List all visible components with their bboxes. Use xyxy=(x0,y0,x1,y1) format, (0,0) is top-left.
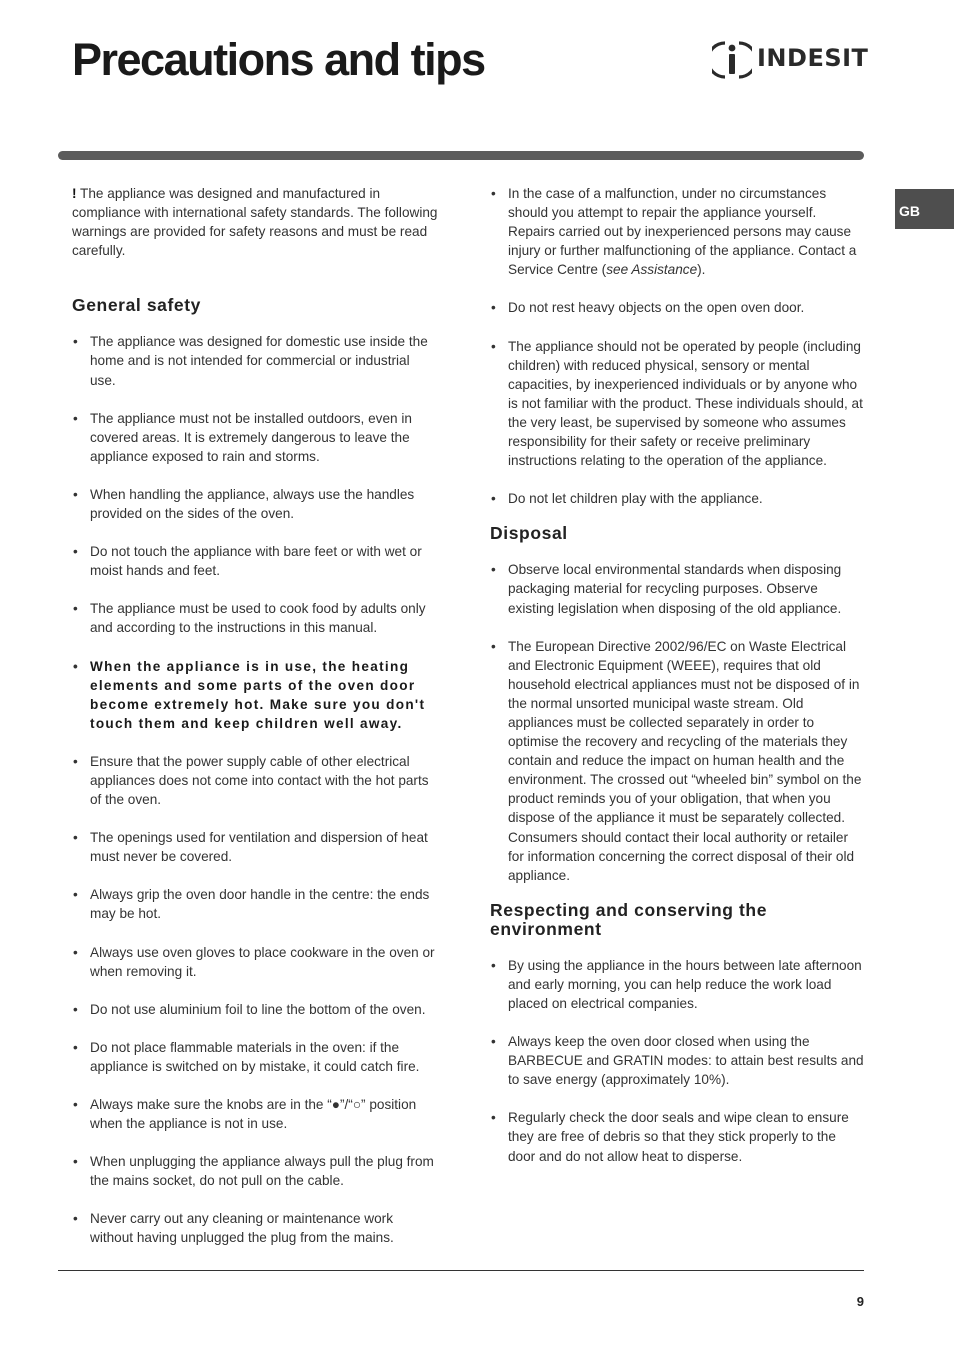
general-safety-list xyxy=(72,332,438,1247)
list-item: • When unplugging the appliance always pull the plug from the mains socket, do not pull on the cable. xyxy=(72,1152,438,1190)
list-item: • The European Directive 2002/96/EC on Waste Electrical and Electronic Equipment (WEEE), requires that old household electrical appliances must not be disposed of in the normal unsorted municipal waste stream. Old appliances must be collected separately in order to optimise the recovery and recycling of the materials they contain and reduce the impact on human health and the environment. The crossed out “wheeled bin” symbol on the product reminds you of your obligation, that when you dispose of the appliance it must be separately collected. Consumers should contact their local authority or retailer for information concerning the correct disposal of their old appliance. xyxy=(490,637,864,885)
list-item: • Never carry out any cleaning or maintenance work without having unplugged the plug from the mains. xyxy=(72,1209,438,1247)
language-tab: GB xyxy=(895,189,954,229)
disposal-list xyxy=(490,560,864,885)
general-safety-heading: General safety xyxy=(72,295,202,316)
list-item: • Do not use aluminium foil to line the bottom of the oven. xyxy=(72,1000,438,1019)
list-item: • When handling the appliance, always use the handles provided on the sides of the oven. xyxy=(72,485,438,523)
list-item: • Always make sure the knobs are in the “●”/“○” position when the appliance is not in use. xyxy=(72,1095,438,1133)
list-item: • The appliance must not be installed outdoors, even in covered areas. It is extremely dangerous to leave the appliance exposed to rain and storms. xyxy=(72,409,438,466)
right-column xyxy=(490,184,864,1185)
malfunction-end: ). xyxy=(697,262,706,278)
list-item xyxy=(490,184,864,279)
brand-name: INDESIT xyxy=(757,44,869,72)
list-item: • Ensure that the power supply cable of other electrical appliances does not come into contact with the hot parts of the oven. xyxy=(72,752,438,809)
page-number: 9 xyxy=(856,1294,864,1309)
assistance-reference: see Assistance xyxy=(606,262,698,278)
list-item: • Do not let children play with the appliance. xyxy=(490,489,864,508)
list-item: • The appliance was designed for domestic use inside the home and is not intended for commercial or industrial use. xyxy=(72,332,438,389)
intro-text: The appliance was designed and manufactured in compliance with international safety standards. The following warnings are provided for safety reasons and must be read carefully. xyxy=(72,186,438,259)
list-item: • Always use oven gloves to place cookware in the oven or when removing it. xyxy=(72,943,438,981)
environment-heading: Respecting and conserving the environment xyxy=(490,899,768,939)
page-title: Precautions and tips xyxy=(72,34,485,85)
list-item: • The openings used for ventilation and dispersion of heat must never be covered. xyxy=(72,828,438,866)
header-divider xyxy=(58,151,864,160)
left-column xyxy=(72,184,438,1267)
warning-mark: ! xyxy=(72,186,77,201)
list-item: • Do not rest heavy objects on the open oven door. xyxy=(490,298,864,317)
list-item: • Regularly check the door seals and wipe clean to ensure they are free of debris so that they stick properly to the door and do not allow heat to disperse. xyxy=(490,1108,864,1165)
list-item: • Do not touch the appliance with bare feet or with wet or moist hands and feet. xyxy=(72,542,438,580)
disposal-heading: Disposal xyxy=(490,523,568,544)
list-item: • By using the appliance in the hours between late afternoon and early morning, you can help reduce the work load placed on electrical companies. xyxy=(490,956,864,1013)
intro-paragraph xyxy=(72,184,438,260)
brand-logo xyxy=(712,38,869,82)
environment-list xyxy=(490,956,864,1166)
hot-surface-warning: • When the appliance is in use, the heating elements and some parts of the oven door become extremely hot. Make sure you don't touch them and keep children well away. xyxy=(72,657,438,733)
list-item: • The appliance should not be operated by people (including children) with reduced physical, sensory or mental capacities, by inexperienced individuals or by anyone who is not familiar with the product. These individuals should, at the very least, be supervised by someone who assumes responsibility for their safety or receive preliminary instructions relating to the operation of the appliance. xyxy=(490,337,864,471)
list-item: • Observe local environmental standards when disposing packaging material for recycling purposes. Observe existing legislation when disposing of the old appliance. xyxy=(490,560,864,617)
list-item: • Always grip the oven door handle in the centre: the ends may be hot. xyxy=(72,885,438,923)
list-item: • Always keep the oven door closed when using the BARBECUE and GRATIN modes: to attain best results and to save energy (approximately 10%). xyxy=(490,1032,864,1089)
footer-divider xyxy=(58,1270,864,1271)
malfunction-text: In the case of a malfunction, under no circumstances should you attempt to repair the appliance yourself. Repairs carried out by inexperienced persons may cause injury or further malfunctioning of the appliance. Contact a Service Centre ( xyxy=(508,186,857,278)
safety-list-continued xyxy=(490,184,864,508)
list-item: • Do not place flammable materials in the oven: if the appliance is switched on by mistake, it could catch fire. xyxy=(72,1038,438,1076)
list-item: • The appliance must be used to cook food by adults only and according to the instructions in this manual. xyxy=(72,599,438,637)
indesit-logo-icon xyxy=(712,38,752,82)
